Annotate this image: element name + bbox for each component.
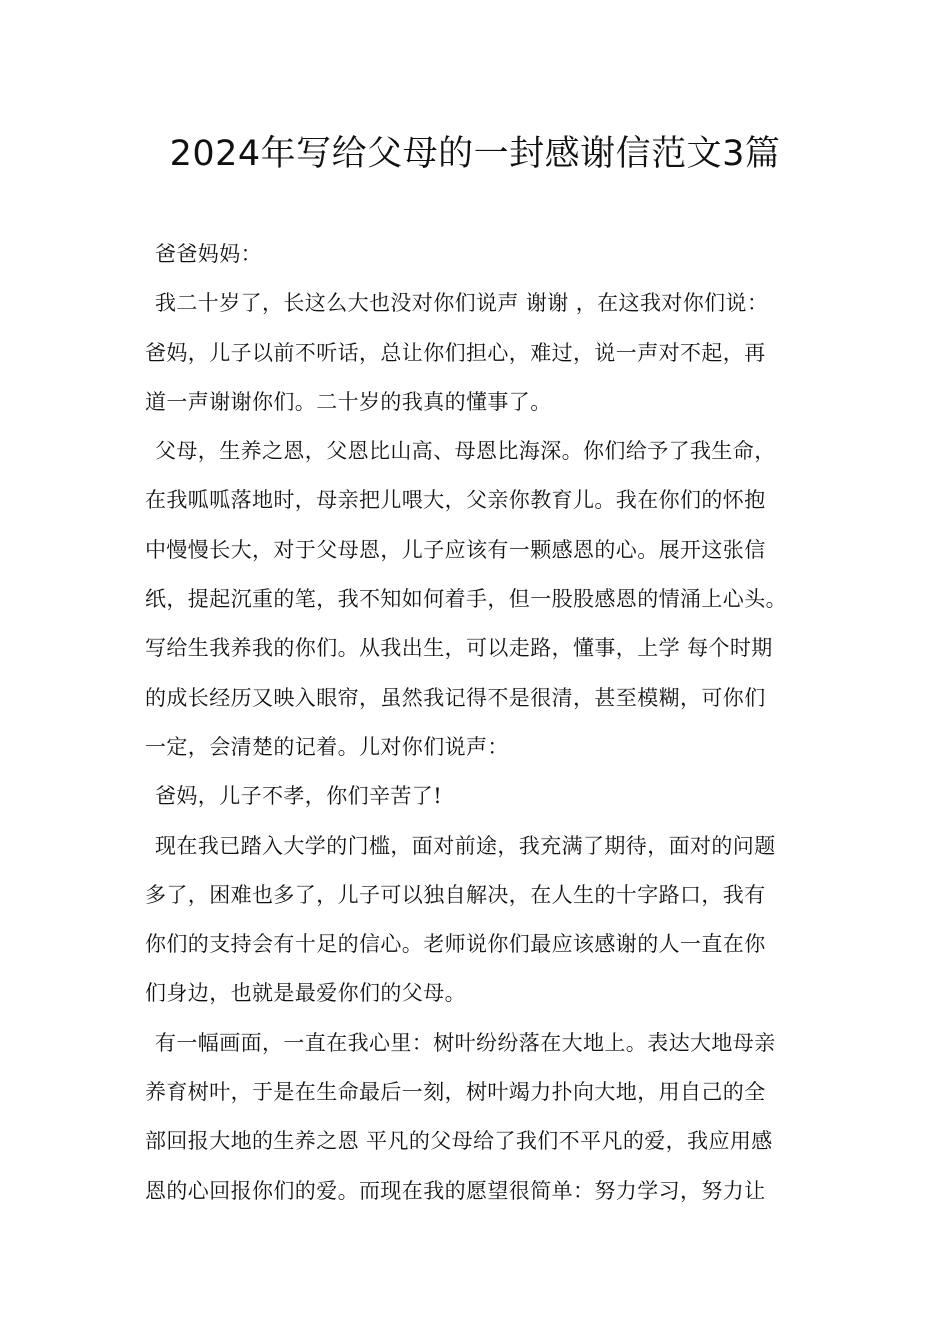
text-line: 父母，生养之恩，父恩比山高、母恩比海深。你们给予了我生命，	[155, 439, 776, 464]
text-line: 我二十岁了，长这么大也没对你们说声 谢谢 ，在这我对你们说：	[155, 291, 769, 316]
text-line: 你们的支持会有十足的信心。老师说你们最应该感谢的人一直在你	[145, 932, 766, 957]
text-line: 爸妈，儿子不孝，你们辛苦了!	[155, 784, 443, 809]
letter-body	[145, 230, 815, 1216]
document-title: 2024年写给父母的一封感谢信范文3篇	[169, 134, 781, 174]
text-line: 恩的心回报你们的爱。而现在我的愿望很简单：努力学习，努力让	[145, 1178, 766, 1203]
text-line: 写给生我养我的你们。从我出生，可以走路，懂事，上学 每个时期	[145, 636, 773, 661]
text-line: 养育树叶，于是在生命最后一刻，树叶竭力扑向大地，用自己的全	[145, 1080, 766, 1105]
text-line: 纸，提起沉重的笔，我不知如何着手，但一股股感恩的情涌上心头。	[145, 587, 787, 612]
text-line: 道一声谢谢你们。二十岁的我真的懂事了。	[145, 389, 552, 414]
text-line: 现在我已踏入大学的门槛，面对前途，我充满了期待，面对的问题	[155, 833, 776, 858]
text-line: 一定，会清楚的记着。儿对你们说声：	[145, 734, 509, 759]
text-line: 部回报大地的生养之恩 平凡的父母给了我们不平凡的爱，我应用感	[145, 1129, 773, 1154]
text-line: 有一幅画面，一直在我心里：树叶纷纷落在大地上。表达大地母亲	[155, 1030, 776, 1055]
text-line: 的成长经历又映入眼帘，虽然我记得不是很清，甚至模糊，可你们	[145, 685, 766, 710]
text-line: 爸爸妈妈：	[155, 242, 262, 266]
text-line: 多了，困难也多了，儿子可以独自解决，在人生的十字路口，我有	[145, 882, 766, 907]
text-line: 中慢慢长大，对于父母恩，儿子应该有一颗感恩的心。展开这张信	[145, 537, 766, 562]
text-line: 在我呱呱落地时，母亲把儿喂大，父亲你教育儿。我在你们的怀抱	[145, 488, 766, 513]
text-line: 爸妈，儿子以前不听话，总让你们担心，难过，说一声对不起，再	[145, 340, 766, 365]
text-line: 们身边，也就是最爱你们的父母。	[145, 981, 466, 1006]
